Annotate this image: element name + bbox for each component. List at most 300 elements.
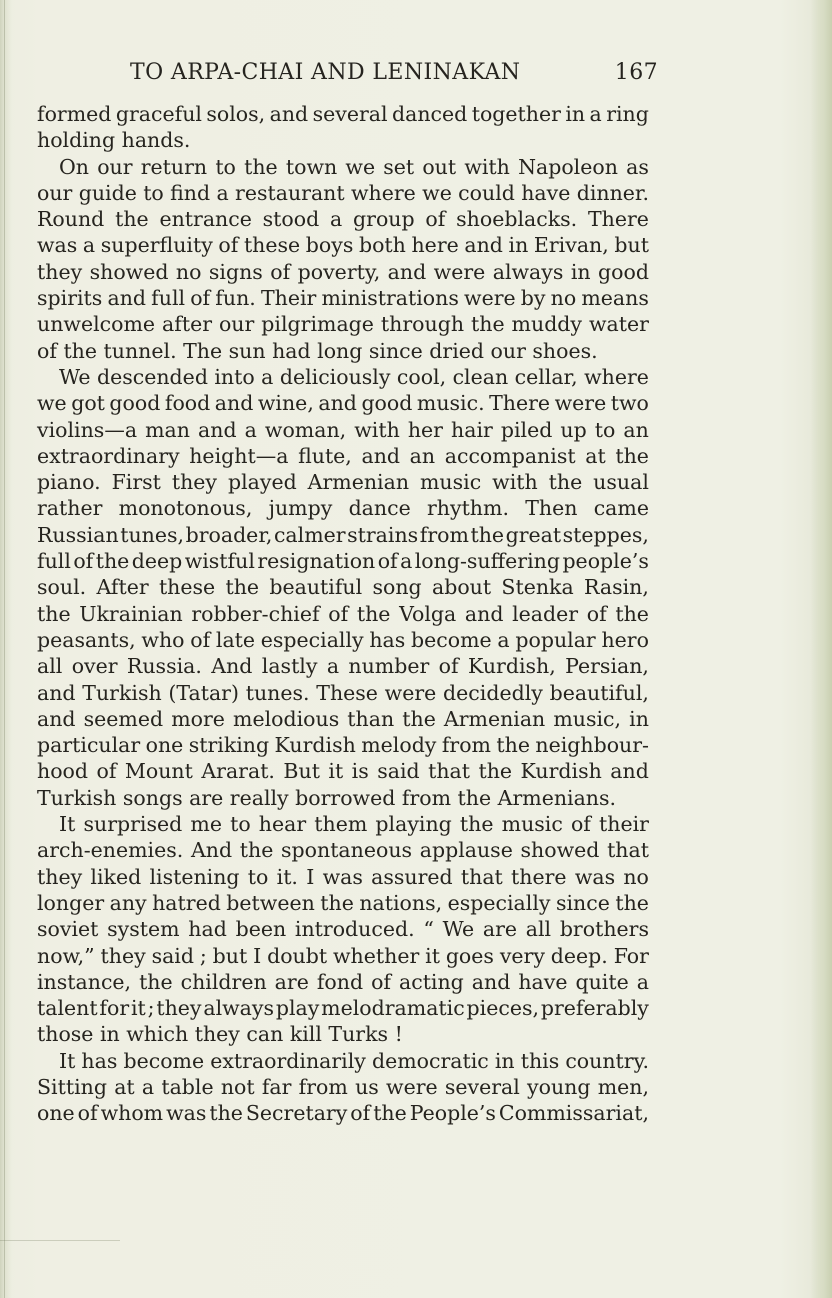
word: and (610, 759, 649, 784)
word: to (247, 864, 269, 889)
word: the (209, 1101, 243, 1126)
word: assured (371, 864, 453, 889)
word: the (615, 890, 649, 915)
text-line (37, 995, 649, 1021)
word: of (586, 601, 607, 626)
word: the (478, 759, 513, 784)
word: of (438, 654, 459, 679)
word: number (348, 654, 430, 679)
word: become (411, 627, 492, 652)
word: It (59, 812, 76, 837)
word: been (235, 917, 287, 942)
word: of (328, 601, 349, 626)
word: and (269, 102, 309, 126)
word: here (411, 233, 459, 258)
word: extraordinary (37, 443, 180, 468)
word: into (214, 364, 255, 389)
word: good (598, 259, 649, 284)
word: several (444, 1074, 520, 1099)
word: about (431, 575, 492, 600)
word: music. (416, 391, 485, 416)
word: full (151, 286, 186, 311)
word: ministrations (321, 286, 459, 311)
word: Turkish (82, 680, 162, 705)
word: music, (553, 706, 622, 731)
word: pilgrimage (261, 312, 374, 337)
word: surprised (83, 812, 183, 837)
word: they (171, 470, 218, 495)
word: Secretary (245, 1101, 348, 1126)
word: resignation (257, 549, 376, 574)
text-line (37, 495, 649, 521)
text-line (37, 916, 649, 942)
word: playing (375, 812, 452, 837)
word: leader (512, 601, 579, 626)
word: accompanist (444, 443, 576, 468)
word: and (464, 601, 504, 626)
word: extraordinarily (210, 1048, 366, 1073)
word: more (171, 706, 225, 731)
word: especially (447, 890, 551, 915)
word: were (384, 680, 437, 705)
word: guide (78, 180, 137, 205)
text-line (37, 522, 649, 548)
word: our (37, 180, 73, 205)
word: that (428, 759, 471, 784)
word: boys (305, 233, 354, 258)
word: we (37, 391, 67, 416)
word: said (377, 759, 420, 784)
word: wine, (257, 391, 314, 416)
word: both (358, 233, 406, 258)
word: People’s (409, 1101, 496, 1126)
word: through (380, 312, 465, 337)
word: always (492, 259, 564, 284)
word: an (623, 417, 649, 442)
word: striking (188, 733, 270, 758)
text-line (37, 180, 649, 206)
word: the (95, 549, 130, 574)
text-line (37, 232, 649, 258)
word: a (589, 102, 602, 126)
text-line (37, 574, 649, 600)
word: were (464, 286, 516, 311)
word: danced (391, 102, 468, 126)
text-line-content: holding hands. (37, 128, 191, 153)
word: the (239, 838, 274, 863)
word: to (230, 812, 251, 837)
word: become (123, 1048, 205, 1073)
word: between (226, 890, 315, 915)
word: far (261, 1074, 292, 1099)
word: got (71, 391, 105, 416)
word: hood (37, 759, 89, 784)
word: steppes, (562, 522, 649, 547)
word: these (158, 575, 216, 600)
page-gutter-shadow (0, 0, 12, 1298)
word: in (565, 102, 586, 126)
word: not (220, 1074, 255, 1099)
word: people’s (562, 549, 649, 574)
word: the (37, 601, 71, 626)
text-line (37, 443, 649, 469)
word: Rasin, (583, 575, 649, 600)
word: listening (149, 864, 240, 889)
text-line (37, 969, 649, 995)
word: played (227, 470, 297, 495)
text-line (37, 338, 649, 364)
word: dance (348, 496, 411, 521)
text-line (37, 653, 649, 679)
word: introduced. (294, 917, 415, 942)
word: our (218, 312, 255, 337)
text-line (37, 943, 649, 969)
word: these (243, 233, 301, 258)
word: acting (398, 969, 464, 994)
word: with (354, 417, 400, 442)
word: at (114, 1074, 135, 1099)
word: an (409, 443, 436, 468)
word: melodramatic (321, 996, 465, 1021)
body-text (37, 101, 649, 1127)
word: with (464, 154, 510, 179)
word: of (77, 1101, 98, 1126)
text-line (37, 680, 649, 706)
word: and (361, 443, 401, 468)
word: came (593, 496, 649, 521)
word: song (372, 575, 422, 600)
word: could (458, 180, 515, 205)
word: town (285, 154, 338, 179)
chapter-title: TO ARPA-CHAI AND LENINAKAN (130, 60, 521, 85)
word: the (356, 601, 391, 626)
word: in (508, 233, 529, 258)
text-line (37, 127, 649, 153)
word: doubt (267, 943, 328, 968)
word: up (560, 417, 587, 442)
word: robber-chief (191, 601, 320, 626)
word: the (471, 312, 505, 337)
word: at (585, 443, 606, 468)
word: Kurdish (520, 759, 602, 784)
word: it (130, 996, 146, 1021)
word: hatred (152, 890, 221, 915)
text-line-content: of the tunnel. The sun had long since dried our shoes. (37, 338, 598, 363)
word: of (96, 759, 117, 784)
word: soviet (37, 917, 99, 942)
text-line (37, 311, 649, 337)
word: us (355, 1074, 379, 1099)
word: than (347, 706, 395, 731)
word: country. (565, 1048, 649, 1073)
word: and (107, 286, 147, 311)
word: the (373, 1101, 407, 1126)
word: of (371, 969, 391, 994)
word: piled (500, 417, 553, 442)
word: muddy (511, 312, 583, 337)
word: calmer (273, 522, 346, 547)
word: graceful (115, 102, 202, 126)
word: the (615, 601, 649, 626)
word: neighbour- (535, 733, 649, 758)
word: full (37, 549, 71, 574)
word: good (109, 391, 161, 416)
word: play (275, 996, 320, 1021)
word: showed (89, 259, 169, 284)
word: stood (262, 207, 320, 232)
text-line (37, 732, 649, 758)
word: they (37, 259, 83, 284)
word: said (151, 943, 194, 968)
word: the (615, 443, 649, 468)
word: Armenian (443, 706, 546, 731)
page-right-edge (810, 0, 832, 1298)
text-line (37, 390, 649, 416)
word: preferably (540, 996, 649, 1021)
text-line (37, 837, 649, 863)
word: seemed (83, 706, 164, 731)
word: pieces, (466, 996, 539, 1021)
word: and (37, 706, 76, 731)
word: men, (597, 1074, 649, 1099)
word: For (613, 943, 649, 968)
word: with (492, 470, 538, 495)
word: several (312, 102, 388, 126)
word: cool, (396, 364, 447, 389)
word: and (214, 391, 254, 416)
word: no (550, 286, 577, 311)
word: are (274, 969, 309, 994)
text-line (37, 601, 649, 627)
word: broader, (185, 522, 273, 547)
word: have (521, 180, 571, 205)
word: whether (333, 943, 420, 968)
text-line (37, 758, 649, 784)
text-line (37, 811, 649, 837)
word: Russian (37, 522, 119, 547)
word: from (441, 733, 491, 758)
word: and (471, 969, 511, 994)
word: melody (361, 733, 437, 758)
word: And (190, 838, 233, 863)
word: Kurdish, (467, 654, 556, 679)
word: a (326, 654, 340, 679)
word: Their (260, 286, 317, 311)
word: of (270, 259, 291, 284)
word: that (460, 864, 503, 889)
text-line (37, 259, 649, 285)
word: the (139, 969, 173, 994)
word: this (520, 1048, 560, 1073)
word: of (190, 286, 211, 311)
word: very (499, 943, 545, 968)
word: by (520, 286, 546, 311)
word: all (37, 654, 63, 679)
word: no (623, 864, 649, 889)
word: was (574, 864, 616, 889)
word: Sitting (37, 1074, 107, 1099)
word: “ (423, 917, 434, 942)
word: a (636, 969, 649, 994)
text-line (37, 154, 649, 180)
text-line (37, 101, 649, 127)
word: goes (445, 943, 494, 968)
word: table (161, 1074, 214, 1099)
text-line (37, 417, 649, 443)
word: the (402, 706, 436, 731)
word: return (140, 154, 208, 179)
word: a (82, 233, 96, 258)
word: woman, (264, 417, 347, 442)
word: nations, (359, 890, 443, 915)
word: a (216, 180, 229, 205)
word: one (145, 733, 184, 758)
word: There (489, 391, 551, 416)
word: where (584, 364, 649, 389)
word: there (511, 864, 567, 889)
word: shoeblacks. (456, 207, 578, 232)
text-line (37, 548, 649, 574)
word: decidedly (443, 680, 543, 705)
word: Volga (399, 601, 457, 626)
word: ring (606, 102, 649, 126)
word: the (496, 733, 530, 758)
word: whom (100, 1101, 164, 1126)
word: were (433, 259, 486, 284)
word: water (588, 312, 649, 337)
word: a (497, 627, 510, 652)
word: melodious (233, 706, 340, 731)
word: the (244, 154, 278, 179)
word: monotonous, (118, 496, 253, 521)
word: over (71, 654, 118, 679)
text-line-content: those in which they can kill Turks ! (37, 1022, 403, 1047)
word: the (225, 575, 260, 600)
text-line (37, 1100, 649, 1126)
word: solos, (206, 102, 266, 126)
word: had (188, 917, 227, 942)
text-line (37, 785, 649, 811)
word: Armenian (307, 470, 410, 495)
word: First (111, 470, 161, 495)
word: Ararat. (201, 759, 275, 784)
word: of (377, 549, 398, 574)
word: it (425, 943, 440, 968)
word: Stenka (501, 575, 574, 600)
word: soul. (37, 575, 87, 600)
word: Mount (124, 759, 193, 784)
word: set (383, 154, 415, 179)
word: from (298, 1074, 348, 1099)
word: have (518, 969, 568, 994)
word: long-suffering (414, 549, 560, 574)
word: height—a (189, 443, 289, 468)
word: Napoleon (518, 154, 618, 179)
word: music (419, 470, 482, 495)
word: after (162, 312, 212, 337)
word: all (525, 917, 552, 942)
word: These (316, 680, 378, 705)
word: that (607, 838, 649, 863)
word: unwelcome (37, 312, 156, 337)
word: late (215, 627, 256, 652)
word: always (203, 996, 274, 1021)
text-line (37, 890, 649, 916)
word: poverty, (297, 259, 381, 284)
word: good (361, 391, 413, 416)
word: man (145, 417, 190, 442)
word: spontaneous (281, 838, 413, 863)
word: peasants, (37, 627, 136, 652)
word: Russia. (126, 654, 202, 679)
word: And (211, 654, 253, 679)
word: to (143, 180, 164, 205)
word: it. (276, 864, 298, 889)
word: particular (37, 733, 141, 758)
word: out (422, 154, 457, 179)
word: especially (260, 627, 364, 652)
word: Commissariat, (498, 1101, 649, 1126)
word: the (115, 207, 149, 232)
word: of (190, 627, 211, 652)
word: flute, (298, 443, 352, 468)
word: restaurant (235, 180, 345, 205)
word: and (464, 233, 503, 258)
word: hero (601, 627, 649, 652)
word: young (527, 1074, 591, 1099)
word: for (99, 996, 130, 1021)
word: to (594, 417, 616, 442)
page-corner-mark (0, 1240, 120, 1241)
word: liked (90, 864, 142, 889)
word: It (59, 1048, 76, 1073)
word: But (283, 759, 320, 784)
word: spirits (37, 286, 103, 311)
word: instance, (37, 969, 132, 994)
word: no (175, 259, 202, 284)
page-edge-line (4, 0, 5, 1298)
word: but (212, 943, 248, 968)
word: in (629, 706, 649, 731)
word: applause (419, 838, 513, 863)
word: ; (147, 996, 155, 1021)
word: talent (37, 996, 98, 1021)
word: Round (37, 207, 105, 232)
word: longer (37, 890, 105, 915)
word: beautiful (269, 575, 363, 600)
word: we (422, 180, 452, 205)
word: of (218, 233, 239, 258)
text-line (37, 1021, 649, 1047)
word: our (97, 154, 133, 179)
word: of (73, 549, 94, 574)
word: they (37, 864, 83, 889)
word: of (350, 1101, 371, 1126)
word: beautiful, (549, 680, 649, 705)
word: signs (208, 259, 263, 284)
word: lastly (261, 654, 318, 679)
word: I (253, 943, 262, 968)
word: ; (199, 943, 207, 968)
word: find (170, 180, 211, 205)
word: in (570, 259, 591, 284)
word: means (581, 286, 649, 311)
word: a (261, 364, 274, 389)
word: On (59, 154, 90, 179)
word: strains (347, 522, 419, 547)
word: is (351, 759, 369, 784)
word: superfluity (100, 233, 213, 258)
